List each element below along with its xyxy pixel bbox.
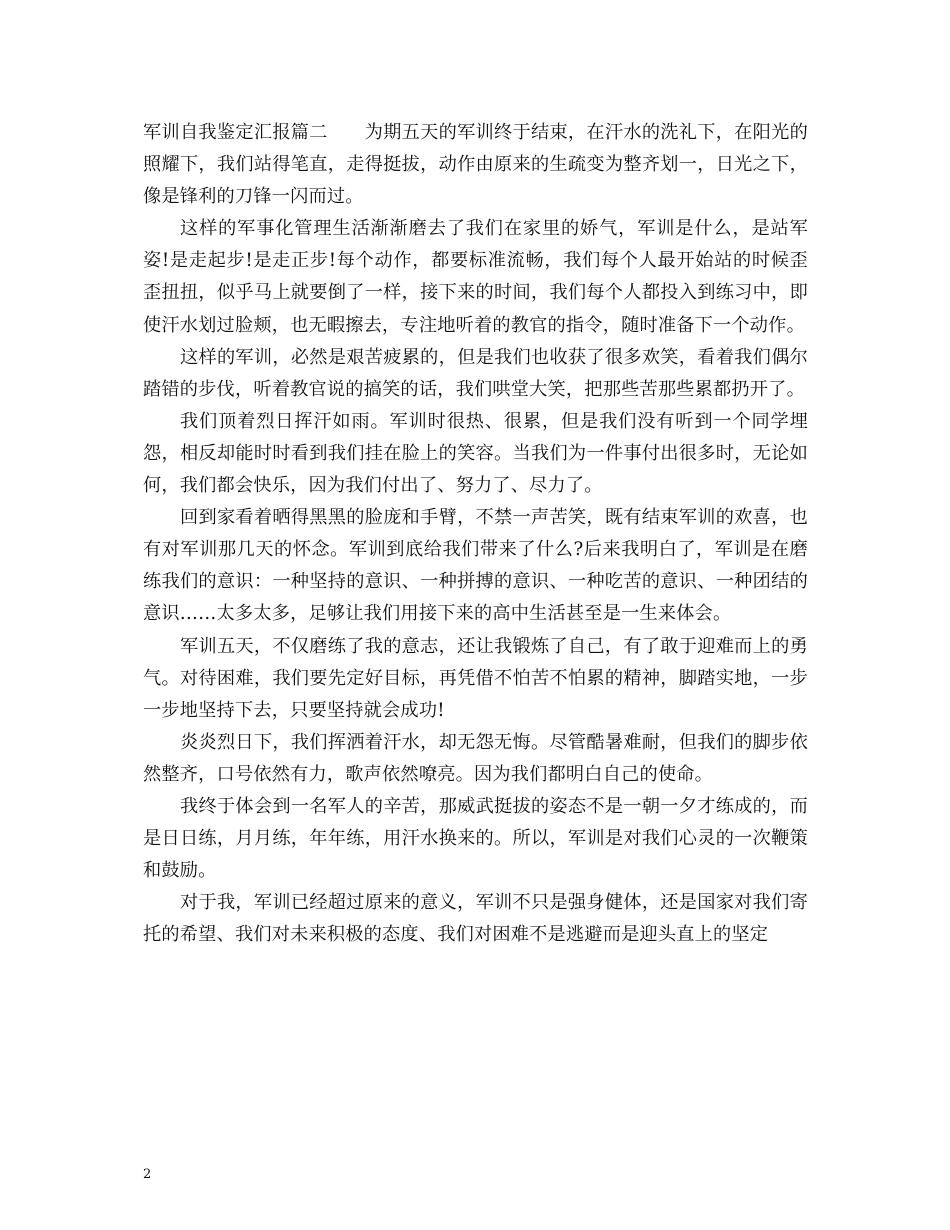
paragraph: 对于我，军训已经超过原来的意义，军训不只是强身健体，还是国家对我们寄托的希望、我们对未来积极的态度、我们对困难不是逃避而是迎头直上的坚定 xyxy=(143,892,808,946)
paragraph: 军训五天，不仅磨练了我的意志，还让我锻炼了自己，有了敢于迎难而上的勇气。对待困难，我们要先定好目标，再凭借不怕苦不怕累的精神，脚踏实地，一步一步地坚持下去，只要坚持就会成功! xyxy=(143,635,808,721)
paragraph: 这样的军训，必然是艰苦疲累的，但是我们也收获了很多欢笑，看着我们偶尔踏错的步伐，听着教官说的搞笑的话，我们哄堂大笑，把那些苦那些累都扔开了。 xyxy=(143,346,808,400)
paragraph: 这样的军事化管理生活渐渐磨去了我们在家里的娇气，军训是什么，是站军姿!是走起步!是走正步!每个动作，都要标准流畅，我们每个人最开始站的时候歪歪扭扭，似乎马上就要倒了一样，接下来的时间，我们每个人都投入到练习中，即使汗水划过脸颊，也无暇擦去，专注地听着的教官的指令，随时准备下一个动作。 xyxy=(143,218,808,336)
paragraph-title-intro: 军训自我鉴定汇报篇二 为期五天的军训终于结束，在汗水的洗礼下，在阳光的照耀下，我们站得笔直，走得挺拔，动作由原来的生疏变为整齐划一，日光之下，像是锋利的刀锋一闪而过。 xyxy=(143,122,808,208)
page-number: 2 xyxy=(143,1167,152,1182)
paragraph: 我们顶着烈日挥汗如雨。军训时很热、很累，但是我们没有听到一个同学埋怨，相反却能时时看到我们挂在脸上的笑容。当我们为一件事付出很多时，无论如何，我们都会快乐，因为我们付出了、努力了、尽力了。 xyxy=(143,410,808,497)
paragraph: 我终于体会到一名军人的辛苦，那威武挺拔的姿态不是一朝一夕才练成的，而是日日练，月月练，年年练，用汗水换来的。所以，军训是对我们心灵的一次鞭策和鼓励。 xyxy=(143,795,808,882)
document-body xyxy=(143,117,808,951)
paragraph: 炎炎烈日下，我们挥洒着汗水，却无怨无悔。尽管酷暑难耐，但我们的脚步依然整齐，口号依然有力，歌声依然嘹亮。因为我们都明白自己的使命。 xyxy=(143,731,808,785)
paragraph: 回到家看着晒得黑黑的脸庞和手臂，不禁一声苦笑，既有结束军训的欢喜，也有对军训那几天的怀念。军训到底给我们带来了什么?后来我明白了，军训是在磨练我们的意识：一种坚持的意识、一种拼搏的意识、一种吃苦的意识、一种团结的意识……太多太多，足够让我们用接下来的高中生活甚至是一生来体会。 xyxy=(143,507,808,625)
